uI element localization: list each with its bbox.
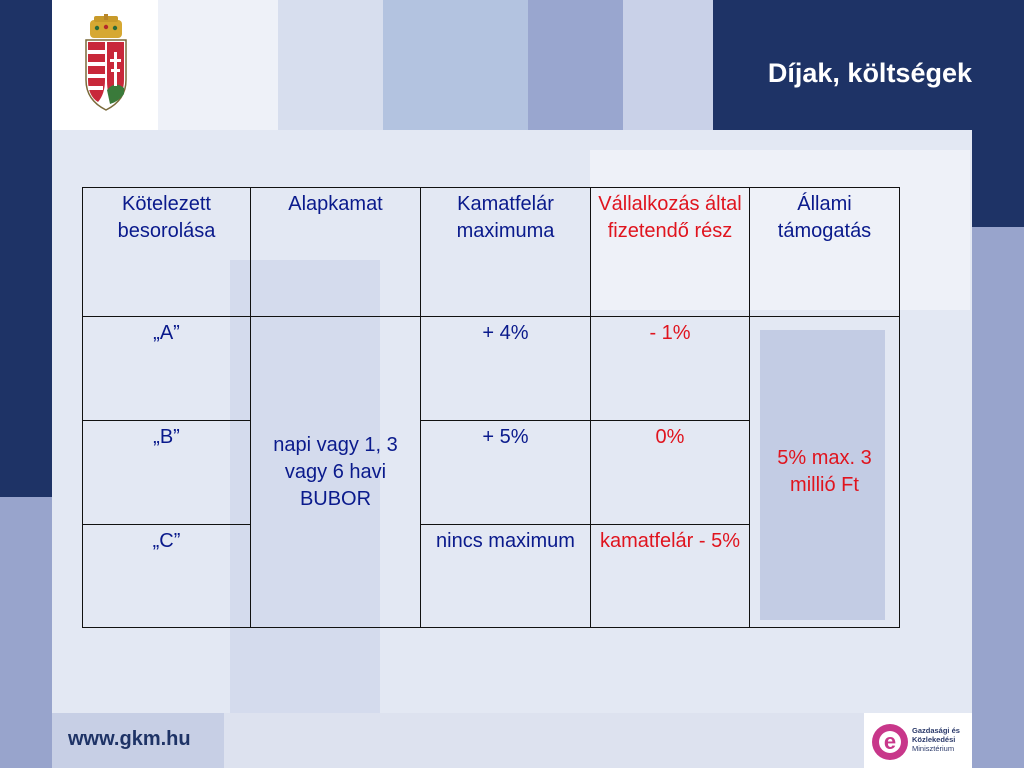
ministry-name-line: Gazdasági és	[912, 726, 960, 735]
table-row	[83, 317, 900, 421]
coat-of-arms-icon	[80, 14, 132, 112]
ministry-name-line: Közlekedési	[912, 735, 956, 744]
table-header-cell: Állami támogatás	[750, 188, 900, 317]
table-header-cell: Vállalkozás által fizetendő rész	[591, 188, 750, 317]
website-link[interactable]: www.gkm.hu	[68, 728, 191, 750]
table-cell-kamatfelar: + 5%	[421, 421, 591, 525]
page-title: Díjak, költségek	[767, 58, 972, 88]
background-block	[278, 0, 383, 130]
table-cell-besorolas: „C”	[83, 525, 251, 628]
fees-table	[82, 187, 900, 628]
table-header-cell: Alapkamat	[251, 188, 421, 317]
table-header-cell: Kötelezett besorolása	[83, 188, 251, 317]
background-block	[383, 0, 528, 130]
table-cell-vallalkozas: - 1%	[591, 317, 750, 421]
background-block	[972, 227, 1024, 768]
background-block	[0, 497, 52, 768]
table-cell-vallalkozas: 0%	[591, 421, 750, 525]
ministry-name	[912, 726, 960, 753]
background-block	[623, 0, 713, 130]
table-cell-besorolas: „B”	[83, 421, 251, 525]
table-cell-allami: 5% max. 3 millió Ft	[750, 317, 900, 628]
table-cell-kamatfelar: + 4%	[421, 317, 591, 421]
background-block	[528, 0, 623, 130]
ministry-name-line: Minisztérium	[912, 744, 955, 753]
table-cell-alapkamat: napi vagy 1, 3 vagy 6 havi BUBOR	[251, 317, 421, 628]
table-cell-besorolas: „A”	[83, 317, 251, 421]
background-block	[158, 0, 278, 130]
table-cell-kamatfelar: nincs maximum	[421, 525, 591, 628]
background-block	[0, 0, 52, 497]
table-header-cell: Kamatfelár maximuma	[421, 188, 591, 317]
table-header-row	[83, 188, 900, 317]
footer-block	[224, 713, 864, 768]
table-cell-vallalkozas: kamatfelár - 5%	[591, 525, 750, 628]
ministry-e-icon: e	[872, 724, 908, 760]
ministry-logo	[872, 722, 972, 766]
